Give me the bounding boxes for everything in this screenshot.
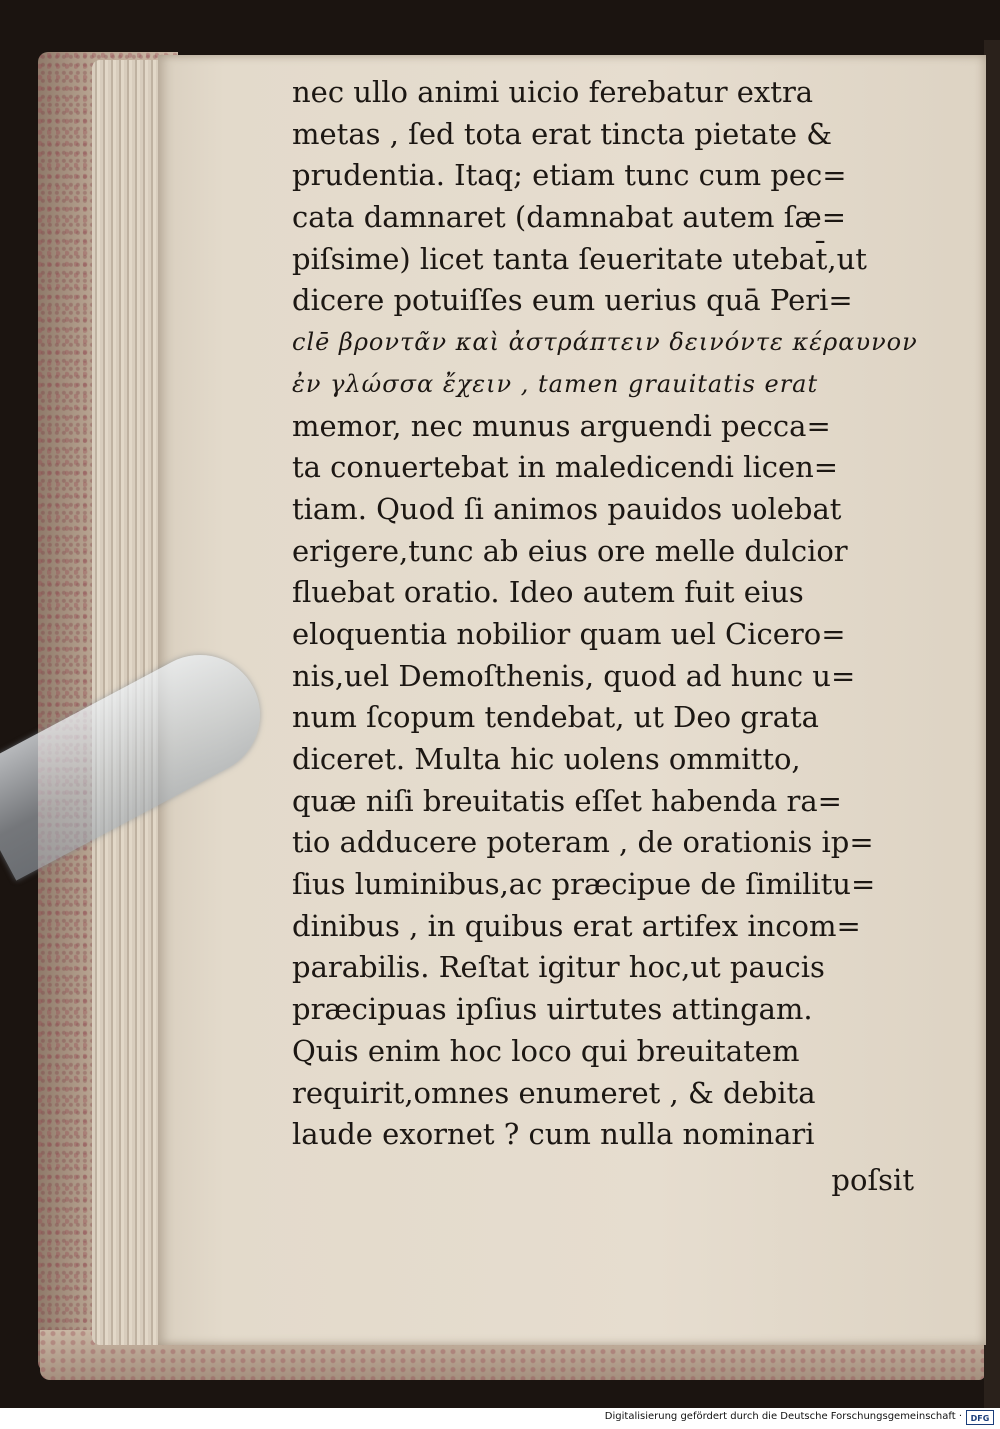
text-line: præcipuas ipſius uirtutes attingam. [292,992,813,1027]
text-line: prudentia. Itaq; etiam tunc cum pec= [292,158,847,193]
page-text [292,72,942,1202]
text-line: parabilis. Reſtat igitur hoc,ut paucis [292,950,825,985]
text-line: fluebat oratio. Ideo autem fuit eius [292,575,804,610]
text-line: Quis enim hoc loco qui breuitatem [292,1033,800,1068]
text-line: quæ niſi breuitatis eſſet habenda ra= [292,783,842,818]
dfg-logo-icon: DFG [966,1410,994,1425]
footer [0,1408,1000,1429]
text-line: ſius luminibus,ac præcipue de ſimilitu= [292,867,876,902]
text-line: diceret. Multa hic uolens ommitto, [292,742,801,776]
catchword: poſsit [831,1162,914,1197]
text-line: metas , ſed tota erat tincta pietate & [292,116,833,151]
text-line: dicere potuiſſes eum uerius quā Peri= [292,283,853,318]
text-line: laude exornet ? cum nulla nominari [292,1117,815,1152]
text-line: num ſcopum tendebat, ut Deo grata [292,700,819,735]
text-line: erigere,tunc ab eius ore melle dulcior [292,533,848,568]
greek-text-line: ἐν γλώσσα ἔχειν , tamen grauitatis erat [292,369,819,398]
scan-right-edge [984,40,1000,1410]
greek-text-line: clē βροντᾶν καὶ ἀστράπτειν δεινόντε κέραυνον [292,328,918,357]
text-line: cata damnaret (damnabat autem ſæ= [292,200,847,235]
text-line: eloquentia nobilior quam uel Cicero= [292,616,846,651]
footer-credit: Digitalisierung gefördert durch die Deutsche Forschungsgemeinschaft · [604,1411,962,1422]
text-line: ta conuertebat in maledicendi licen= [292,450,839,485]
text-line: dinibus , in quibus erat artifex incom= [292,908,861,943]
text-line: requirit,omnes enumeret , & debita [292,1075,816,1110]
text-line: memor, nec munus arguendi pecca= [292,408,831,443]
text-line: piſsime) licet tanta ſeueritate utebat̄,ut [292,241,867,276]
text-line: tiam. Quod ſi animos pauidos uolebat [292,491,842,526]
text-line: nis,uel Demoſthenis, quod ad hunc u= [292,658,856,693]
text-line: nec ullo animi uicio ferebatur extra [292,75,814,109]
text-line: tio adducere poteram , de orationis ip= [292,825,874,860]
